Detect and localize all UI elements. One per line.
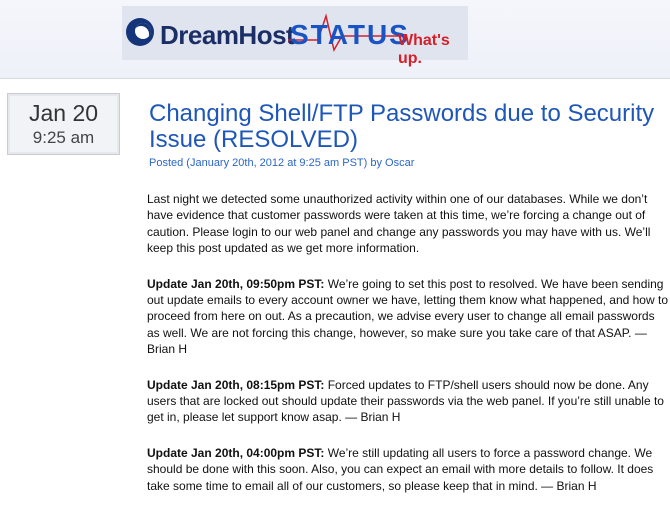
post-paragraph xyxy=(147,191,669,257)
update-label: Update Jan 20th, 04:00pm PST: xyxy=(147,445,325,460)
post-date-day: Jan 20 xyxy=(28,100,99,126)
header-divider xyxy=(0,78,670,79)
paragraph-text: Last night we detected some unauthorized activity within one of our databases. While we don’t have evidence that customer passwords were taken at this time, we’re forcing a change out of caution. Please login to our web panel and change any passwords you may have with us. We’ll keep this post updated as we get more information. xyxy=(147,192,651,256)
post-title[interactable]: Changing Shell/FTP Passwords due to Security Issue (RESOLVED) xyxy=(149,100,655,153)
post-body xyxy=(147,191,669,513)
logo-name: DreamHost xyxy=(160,20,295,50)
post-paragraph xyxy=(147,377,669,426)
post-paragraph xyxy=(147,445,669,494)
post-date-time: 9:25 am xyxy=(32,128,95,147)
paragraph-text: We’re still updating all users to force a password change. We should be done with this soon. Also, you can expect an email with more details to follow. It does take some time to email all of our customers, so please keep that in mind. — Brian H xyxy=(147,445,654,493)
site-banner[interactable] xyxy=(122,6,468,67)
post-paragraph xyxy=(147,276,669,358)
moon-icon xyxy=(126,18,154,46)
update-label: Update Jan 20th, 09:50pm PST: xyxy=(147,276,325,291)
post-meta: Posted (January 20th, 2012 at 9:25 am PST) by Oscar xyxy=(149,157,415,169)
paragraph-text: We’re going to set this post to resolved. We have been sending out update emails to every account owner we have, letting them know what happened, and how to proceed from here on out. As a precaution, we advise every user to change all email passwords as well. We are not forcing this change, however, so make sure you take care of that ASAP. — Brian H xyxy=(147,276,668,357)
update-label: Update Jan 20th, 08:15pm PST: xyxy=(147,377,325,392)
status-word: STATUS xyxy=(290,19,410,50)
paragraph-text: Forced updates to FTP/shell users should now be done. Any users that are locked out should update their passwords via the web panel. If you’re still unable to get in, please let support know asap. — Brian H xyxy=(147,377,664,425)
tagline: What's up. xyxy=(398,32,450,67)
post-date-box xyxy=(7,93,120,155)
